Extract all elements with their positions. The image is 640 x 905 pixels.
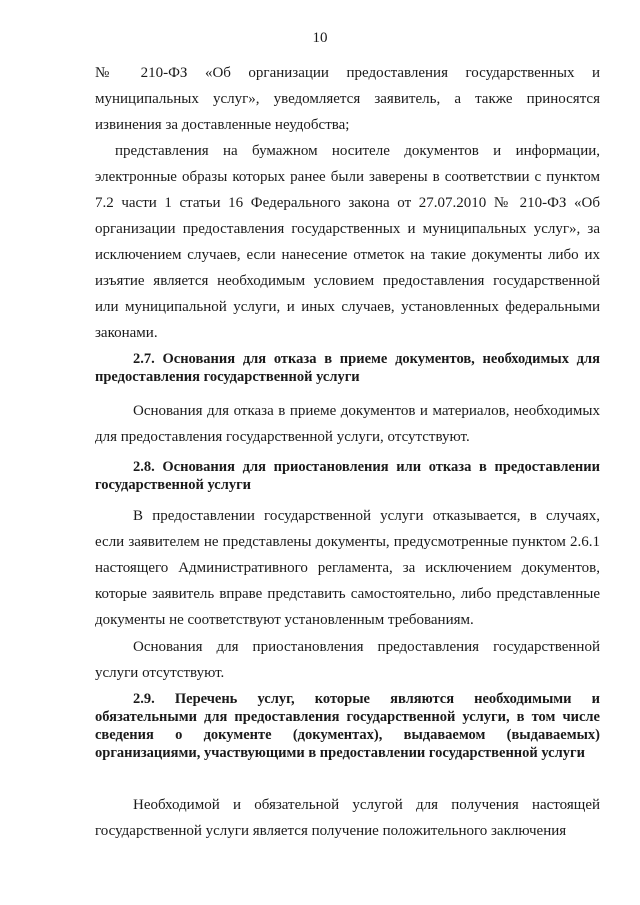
paragraph-paper-copies: представления на бумажном носителе документов и информации, электронные образы которых ранее были заверены в соответствии с пунктом 7.2 части 1 статьи 16 Федерального закона от 27.07.2010 № 210-ФЗ «Об организации предоставления государственных и муниципальных услуг», за исключением случаев, если нанесение отметок на такие документы либо их изъятие является необходимым условием предоставления государственной или муниципальной услуги, и иных случаев, установленных федеральными законами. [95, 143, 600, 341]
paragraph-intro-block [95, 60, 600, 138]
heading-section-2-7: 2.7. Основания для отказа в приеме документов, необходимых для предоставления государственной услуги [95, 351, 600, 385]
heading-section-2-8: 2.8. Основания для приостановления или отказа в предоставлении государственной услуги [95, 459, 600, 493]
paragraph-required-service-block [95, 792, 600, 844]
heading-section-2-9: 2.9. Перечень услуг, которые являются необходимыми и обязательными для предоставления государственной услуги, в том числе сведения о документе (документах), выдаваемом (выдаваемых) организациями, участвующими в предоставлении государственной услуги [95, 691, 600, 761]
paragraph-intro: № 210-ФЗ «Об организации предоставления государственных и муниципальных услуг», уведомляется заявитель, а также приносятся извинения за доставленные неудобства; [95, 65, 600, 133]
paragraph-required-service: Необходимой и обязательной услугой для получения настоящей государственной услуги является получение положительного заключения [95, 797, 600, 839]
paragraph-suspend-none-block [95, 634, 600, 686]
paragraph-suspend-none: Основания для приостановления предоставления государственной услуги отсутствуют. [95, 639, 600, 681]
paragraph-refusal-none: Основания для отказа в приеме документов и материалов, необходимых для предоставления государственной услуги, отсутствуют. [95, 403, 600, 445]
paragraph-refused-when: В предоставлении государственной услуги отказывается, в случаях, если заявителем не представлены документы, предусмотренные пунктом 2.6.1 настоящего Административного регламента, за исключением документов, которые заявитель вправе представить самостоятельно, либо представленные документы не соответствуют установленным требованиям. [95, 508, 600, 628]
paragraph-refused-when-block [95, 503, 600, 633]
page-number: 10 [312, 30, 328, 46]
paragraph-paper-copies-block [95, 138, 600, 346]
paragraph-refusal-none-block [95, 398, 600, 450]
